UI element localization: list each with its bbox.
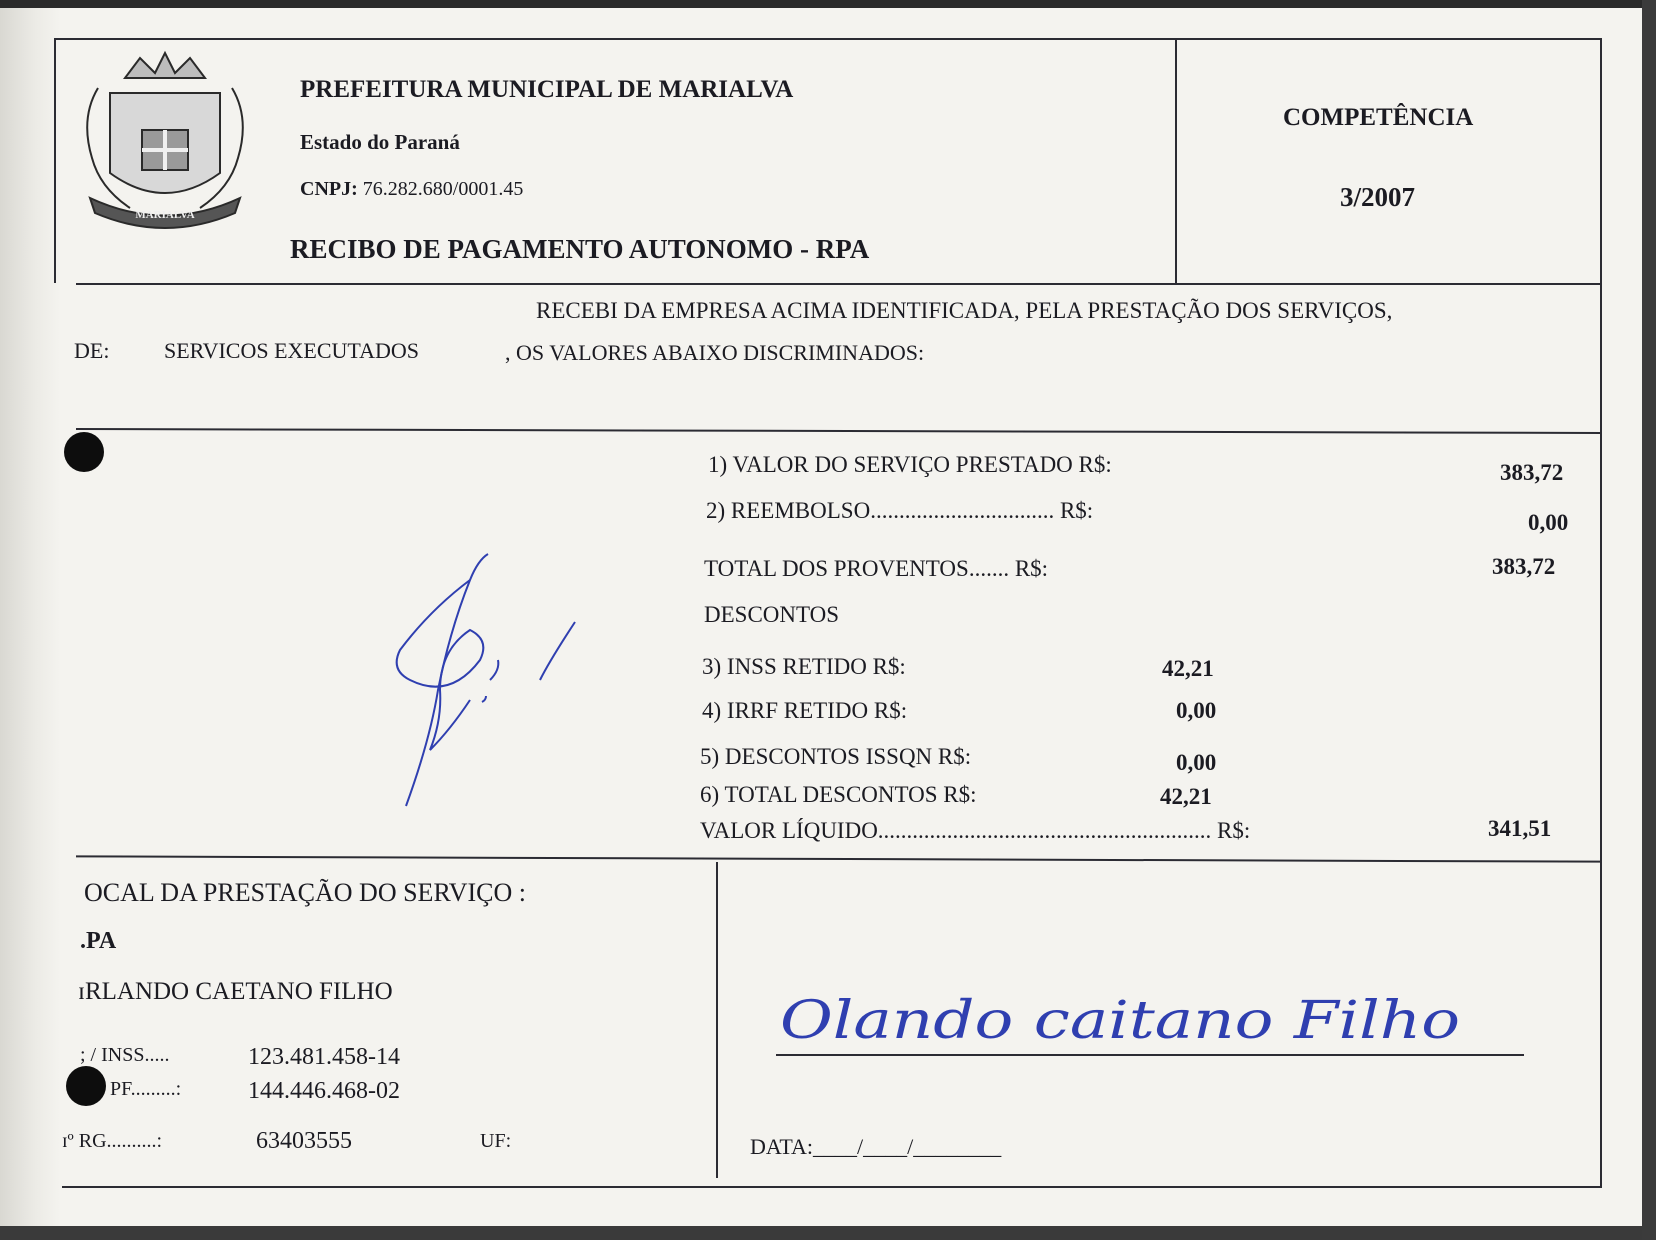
item3-label: 3) INSS RETIDO R$: bbox=[702, 654, 906, 679]
cpf-value: 144.446.468-02 bbox=[248, 1078, 400, 1104]
liquido-value: 341,51 bbox=[1488, 816, 1552, 841]
item3-value: 42,21 bbox=[1162, 656, 1214, 681]
liquido-label: VALOR LÍQUIDO.......................................................... R$: bbox=[700, 818, 1251, 843]
header-divider-vertical bbox=[1175, 38, 1177, 284]
state-name: Estado do Paraná bbox=[300, 130, 460, 154]
uf-label: UF: bbox=[480, 1130, 512, 1152]
local-label: OCAL DA PRESTAÇÃO DO SERVIÇO : bbox=[84, 878, 526, 907]
item2-label: 2) REEMBOLSO................................ R$: bbox=[706, 498, 1094, 523]
date-field: DATA:____/____/________ bbox=[750, 1134, 1002, 1159]
punch-hole-bottom bbox=[66, 1066, 106, 1106]
statement-line-1: RECEBI DA EMPRESA ACIMA IDENTIFICADA, PELA PRESTAÇÃO DOS SERVIÇOS, bbox=[536, 298, 1393, 323]
item1-value: 383,72 bbox=[1500, 460, 1564, 485]
item4-label: 4) IRRF RETIDO R$: bbox=[702, 698, 908, 723]
document-title: RECIBO DE PAGAMENTO AUTONOMO - RPA bbox=[290, 234, 870, 264]
provider-name: ɪRLANDO CAETANO FILHO bbox=[78, 978, 393, 1005]
item1-label: 1) VALOR DO SERVIÇO PRESTADO R$: bbox=[708, 452, 1112, 477]
coat-of-arms-logo bbox=[70, 48, 260, 228]
seal-ribbon-text: MARIALVA bbox=[135, 209, 195, 221]
border-right bbox=[1600, 38, 1602, 1188]
rg-value: 63403555 bbox=[256, 1128, 352, 1154]
inss-value: 123.481.458-14 bbox=[248, 1044, 400, 1070]
values-bottom-line bbox=[76, 855, 1602, 862]
cnpj-line bbox=[300, 178, 523, 201]
statement-bottom-line bbox=[76, 428, 1602, 434]
item5-value: 0,00 bbox=[1176, 750, 1217, 775]
signature-line bbox=[776, 1054, 1524, 1056]
descontos-heading: DESCONTOS bbox=[704, 602, 840, 627]
footer-divider-vertical bbox=[716, 862, 718, 1178]
statement-line-2: , OS VALORES ABAIXO DISCRIMINADOS: bbox=[505, 340, 925, 365]
cnpj-value: 76.282.680/0001.45 bbox=[362, 178, 524, 200]
total-proventos-value: 383,72 bbox=[1492, 554, 1556, 579]
org-name: PREFEITURA MUNICIPAL DE MARIALVA bbox=[300, 76, 794, 103]
item5-label: 5) DESCONTOS ISSQN R$: bbox=[700, 744, 972, 769]
cnpj-label: CNPJ: bbox=[300, 178, 358, 200]
local-value: .PA bbox=[80, 928, 117, 954]
rg-label: ɪº RG..........: bbox=[62, 1130, 163, 1152]
border-bottom bbox=[62, 1186, 1602, 1188]
competencia-value: 3/2007 bbox=[1340, 182, 1416, 212]
item6-value: 42,21 bbox=[1160, 784, 1212, 809]
service-description: SERVICOS EXECUTADOS bbox=[164, 338, 419, 363]
punch-hole-top bbox=[64, 432, 104, 472]
competencia-label: COMPETÊNCIA bbox=[1283, 104, 1474, 131]
header-bottom-line bbox=[76, 283, 1602, 285]
item4-value: 0,00 bbox=[1176, 698, 1217, 723]
border-left-header bbox=[54, 38, 56, 283]
signature-text: Olando caitano Filho bbox=[780, 991, 1460, 1051]
rubric-signature bbox=[390, 550, 590, 810]
border-top bbox=[54, 38, 1602, 40]
total-proventos-label: TOTAL DOS PROVENTOS....... R$: bbox=[704, 556, 1049, 581]
de-label: DE: bbox=[74, 338, 110, 363]
item6-label: 6) TOTAL DESCONTOS R$: bbox=[700, 782, 977, 807]
handwritten-signature bbox=[770, 990, 1530, 1060]
inss-label: ; / INSS..... bbox=[80, 1044, 170, 1066]
cpf-label: PF.........: bbox=[110, 1078, 182, 1100]
item2-value: 0,00 bbox=[1528, 510, 1569, 535]
